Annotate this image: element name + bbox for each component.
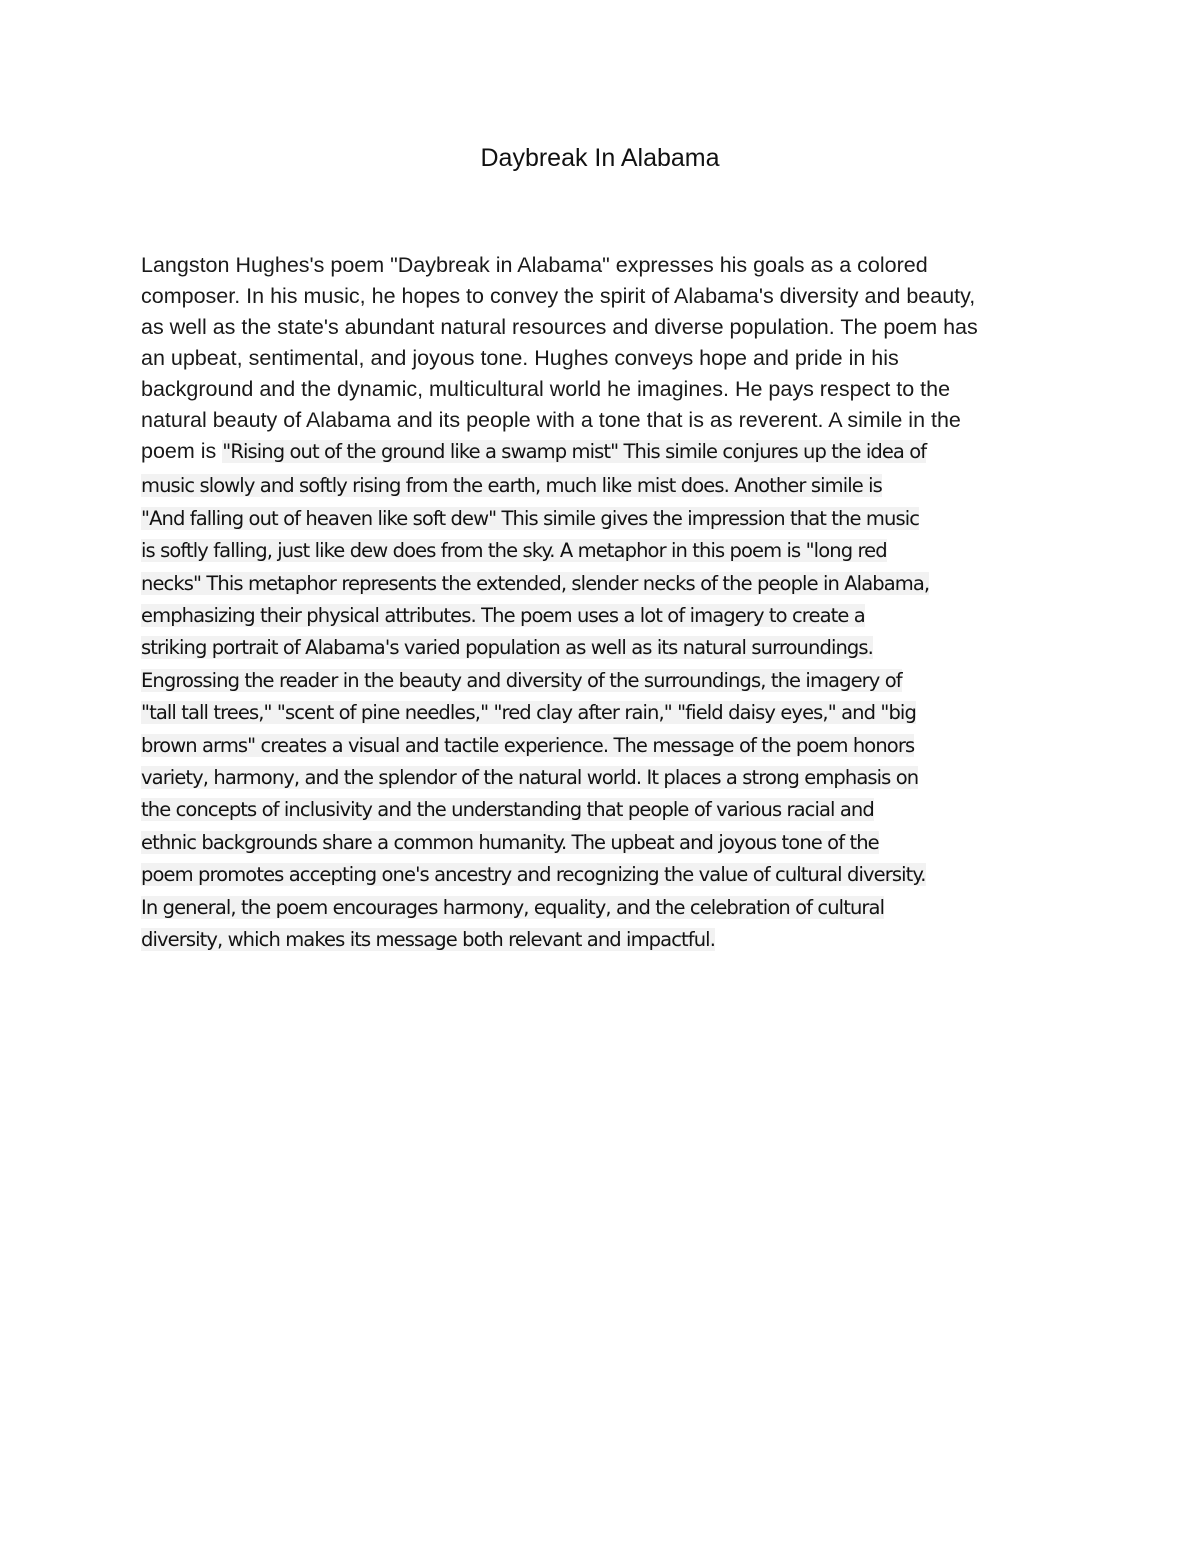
highlighted-line	[141, 697, 1061, 729]
highlighted-text: "And falling out of heaven like soft dew" This simile gives the impression that the music	[141, 506, 920, 530]
highlighted-line	[141, 665, 1061, 697]
highlighted-text: necks" This metaphor represents the extended, slender necks of the people in Alabama,	[141, 571, 930, 595]
highlighted-text: brown arms" creates a visual and tactile experience. The message of the poem honors	[141, 733, 915, 757]
highlighted-line	[141, 600, 1061, 632]
essay-line: as well as the state's abundant natural resources and diverse population. The poem has	[141, 315, 978, 339]
highlighted-text: is softly falling, just like dew does from the sky. A metaphor in this poem is "long red	[141, 539, 887, 563]
highlighted-quote: "Rising out of the ground like a swamp mist" This simile conjures up the idea of	[222, 440, 927, 463]
highlighted-line	[141, 730, 1061, 762]
highlighted-text: Engrossing the reader in the beauty and diversity of the surroundings, the imagery of	[141, 668, 902, 692]
essay-line: Langston Hughes's poem "Daybreak in Alabama" expresses his goals as a colored	[141, 253, 928, 277]
highlighted-text: diversity, which makes its message both relevant and impactful.	[141, 928, 716, 952]
highlighted-text: "tall tall trees," "scent of pine needles," "red clay after rain," "field daisy eyes," and "big	[141, 701, 916, 725]
essay-line: natural beauty of Alabama and its people with a tone that is as reverent. A simile in the	[141, 408, 961, 432]
highlighted-line	[141, 470, 1061, 502]
essay-line: composer. In his music, he hopes to convey the spirit of Alabama's diversity and beauty,	[141, 284, 976, 308]
highlighted-line	[141, 892, 1061, 924]
highlighted-text: poem promotes accepting one's ancestry and recognizing the value of cultural diversity.	[141, 863, 926, 887]
highlighted-line	[141, 794, 1061, 826]
document-title: Daybreak In Alabama	[480, 144, 720, 172]
essay-line-mixed	[141, 436, 1061, 470]
highlighted-text: striking portrait of Alabama's varied population as well as its natural surroundings.	[141, 636, 873, 660]
highlighted-line	[141, 535, 1061, 567]
highlighted-text: emphasizing their physical attributes. The poem uses a lot of imagery to create a	[141, 604, 865, 628]
essay-line: background and the dynamic, multicultural world he imagines. He pays respect to the	[141, 377, 951, 401]
highlighted-line	[141, 632, 1061, 664]
highlighted-line	[141, 762, 1061, 794]
highlighted-line	[141, 503, 1061, 535]
highlighted-line	[141, 568, 1061, 600]
highlighted-line	[141, 924, 1061, 956]
highlighted-text: variety, harmony, and the splendor of the natural world. It places a strong emphasis on	[141, 766, 919, 790]
highlighted-text: In general, the poem encourages harmony, equality, and the celebration of cultural	[141, 895, 885, 919]
highlighted-text: the concepts of inclusivity and the understanding that people of various racial and	[141, 798, 874, 822]
highlighted-line	[141, 859, 1061, 891]
highlighted-text: music slowly and softly rising from the earth, much like mist does. Another simile is	[141, 474, 882, 498]
essay-line-plain-part: poem is	[141, 439, 223, 463]
highlighted-text: ethnic backgrounds share a common humanity. The upbeat and joyous tone of the	[141, 830, 879, 854]
highlighted-line	[141, 827, 1061, 859]
essay-line: an upbeat, sentimental, and joyous tone. Hughes conveys hope and pride in his	[141, 346, 899, 370]
essay-body	[141, 250, 1061, 957]
